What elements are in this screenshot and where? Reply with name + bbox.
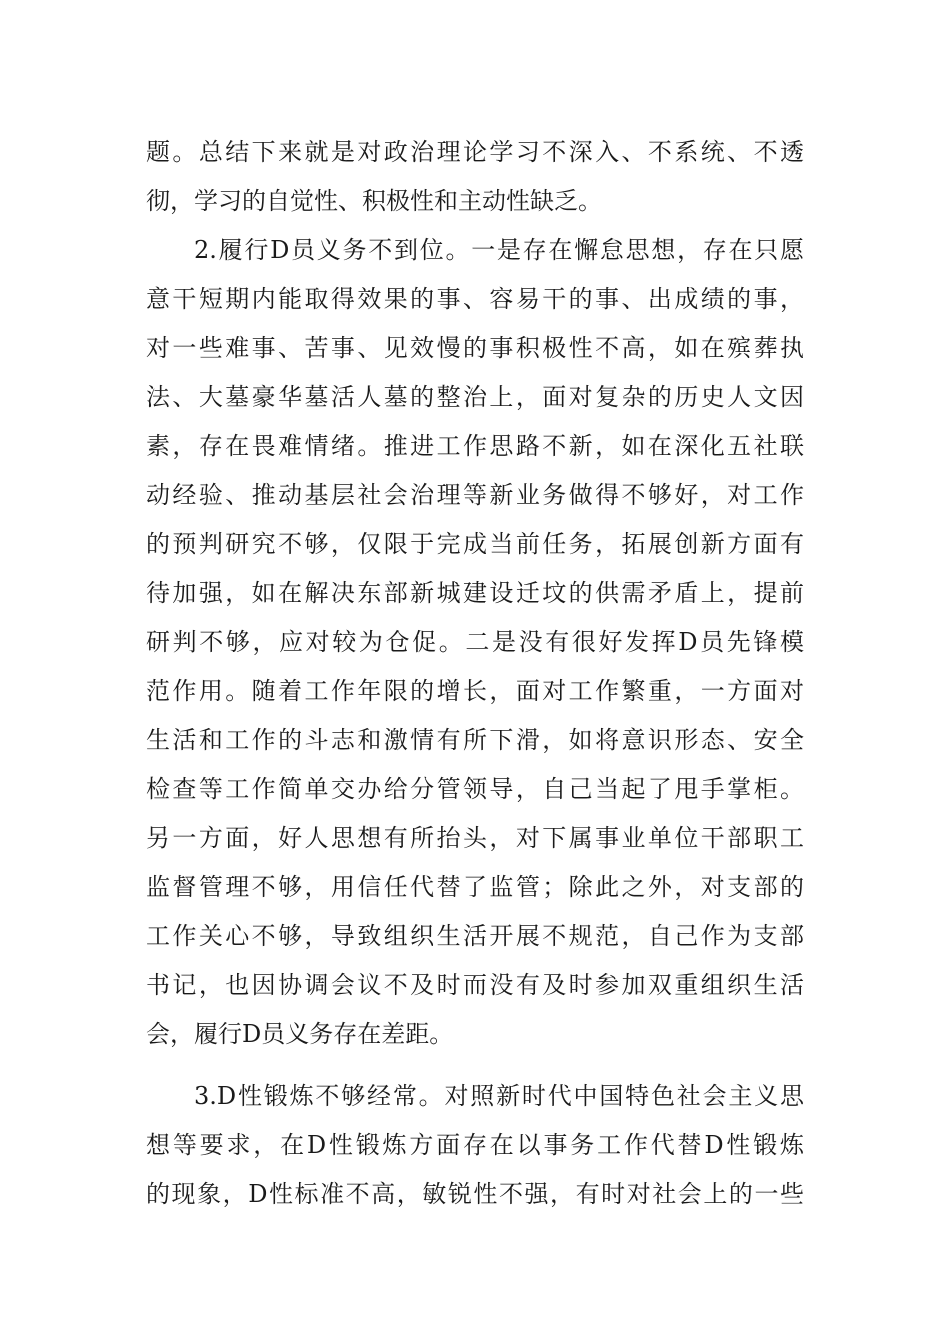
paragraph-first-line: 2.履行D员义务不到位。一是存在懈怠思想，存在只愿	[194, 236, 804, 264]
text-line: 研判不够，应对较为仓促。二是没有很好发挥D员先锋模	[146, 628, 804, 656]
text-line: 题。总结下来就是对政治理论学习不深入、不系统、不透	[146, 138, 804, 166]
text-line: 会，履行D员义务存在差距。	[146, 1020, 454, 1048]
text-line: 的预判研究不够，仅限于完成当前任务，拓展创新方面有	[146, 530, 804, 558]
text-line: 工作关心不够，导致组织生活开展不规范，自己作为支部	[146, 922, 804, 950]
text-line: 书记，也因协调会议不及时而没有及时参加双重组织生活	[146, 971, 804, 999]
text-line: 意干短期内能取得效果的事、容易干的事、出成绩的事，	[146, 285, 804, 313]
paragraph-first-line: 3.D性锻炼不够经常。对照新时代中国特色社会主义思	[194, 1082, 804, 1110]
text-line: 待加强，如在解决东部新城建设迁坟的供需矛盾上，提前	[146, 579, 804, 607]
text-line: 范作用。随着工作年限的增长，面对工作繁重，一方面对	[146, 677, 804, 705]
text-line: 法、大墓豪华墓活人墓的整治上，面对复杂的历史人文因	[146, 383, 804, 411]
text-line: 对一些难事、苦事、见效慢的事积极性不高，如在殡葬执	[146, 334, 804, 362]
text-line: 另一方面，好人思想有所抬头，对下属事业单位干部职工	[146, 824, 804, 852]
text-line: 生活和工作的斗志和激情有所下滑，如将意识形态、安全	[146, 726, 804, 754]
text-line: 动经验、推动基层社会治理等新业务做得不够好，对工作	[146, 481, 804, 509]
text-line: 检查等工作简单交办给分管领导，自己当起了甩手掌柜。	[146, 775, 804, 803]
text-line: 想等要求，在D性锻炼方面存在以事务工作代替D性锻炼	[146, 1131, 804, 1159]
text-line: 素，存在畏难情绪。推进工作思路不新，如在深化五社联	[146, 432, 804, 460]
text-line: 监督管理不够，用信任代替了监管；除此之外，对支部的	[146, 873, 804, 901]
text-line: 的现象，D性标准不高，敏锐性不强，有时对社会上的一些	[146, 1180, 804, 1208]
text-line: 彻，学习的自觉性、积极性和主动性缺乏。	[146, 187, 602, 215]
